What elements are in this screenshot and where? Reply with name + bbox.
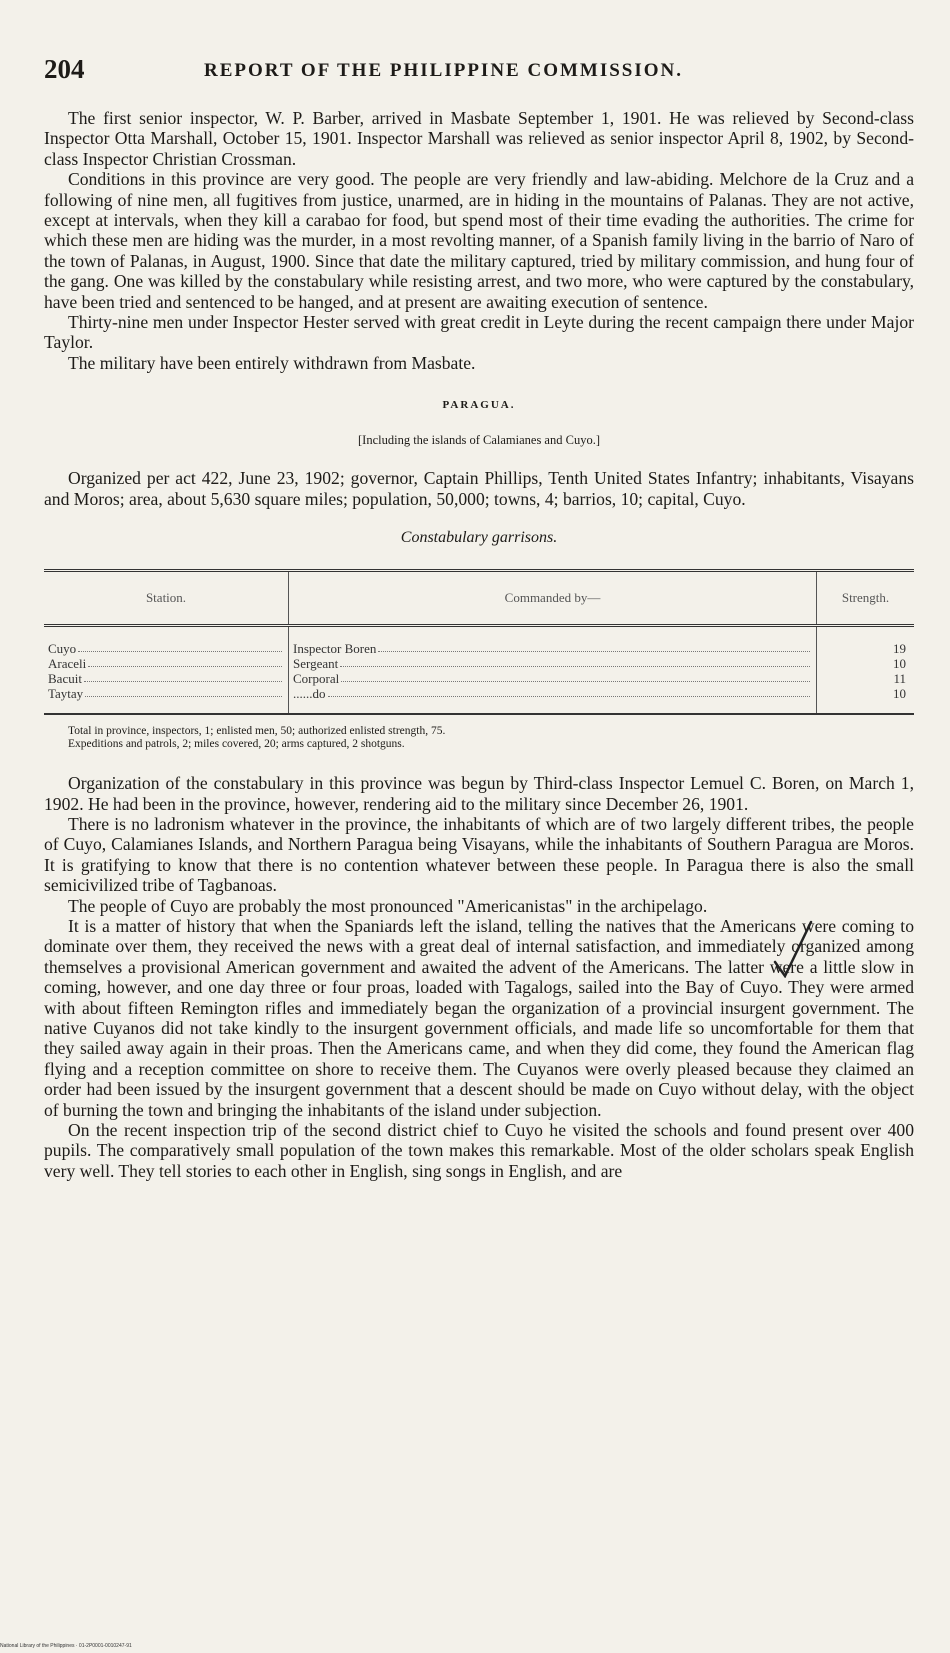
column-header-commanded-by: Commanded by— <box>289 571 817 626</box>
paragraph: Organization of the constabulary in this province was begun by Third-class Inspector Lemuel C. Boren, on March 1, 1902. He had been in the province, however, rendering aid to the military since December 26, 1901. <box>44 773 914 814</box>
table-header-row <box>44 571 914 626</box>
paragraph: There is no ladronism whatever in the province, the inhabitants of which are of two largely different tribes, the people of Cuyo, Calamianes Islands, and Northern Paragua being Visayans, while the inhabitants of Southern Paragua are Moros. It is gratifying to know that there is no contention whatever between these people. In Paragua there is also the small semicivilized tribe of Tagbanoas. <box>44 813 914 896</box>
page-number: 204 <box>44 54 85 84</box>
station-cell: Cuyo <box>48 641 77 657</box>
paragraph: Thirty-nine men under Inspector Hester served with great credit in Leyte during the recent campaign there under Major Taylor. <box>44 312 914 353</box>
page-header <box>44 54 914 94</box>
paragraph: The military have been entirely withdrawn from Masbate. <box>68 352 476 373</box>
column-header-strength: Strength. <box>817 571 915 626</box>
strength-cell: 11 <box>893 671 906 687</box>
strength-cell: 10 <box>817 686 915 714</box>
paragraph: Conditions in this province are very good. The people are very friendly and law-abiding. Melchore de la Cruz and a following of nine men, all fugitives from justice, unarmed, are in hiding in the mountains of Palanas. They are not active, except at intervals, when they kill a carabao for food, but spend most of their time evading the authorities. The crime for which these men are hiding was the murder, in a most revolting manner, of a Spanish family living in the barrio of Naro of the town of Palanas, in August, 1900. Since that date the military captured, tried by military commission, and hung four of the gang. One was killed by the constabulary while resisting arrest, and two more, who were captured by the constabulary, have been tried and sentenced to be hanged, and at present are awaiting execution of sentence. <box>44 169 914 312</box>
handwritten-checkmark-icon <box>773 920 813 978</box>
table-row <box>44 626 914 657</box>
paragraph: The people of Cuyo are probably the most pronounced "Americanistas" in the archipelago. <box>68 895 708 916</box>
garrisons-table <box>44 569 914 715</box>
table-notes <box>44 725 914 751</box>
running-title: REPORT OF THE PHILIPPINE COMMISSION. <box>204 60 684 81</box>
section-subtitle: [Including the islands of Calamianes and Cuyo.] <box>358 433 600 448</box>
section-title: PARAGUA. <box>442 399 516 412</box>
digitization-imprint: National Library of the Philippines · 01-2P0001-0010247-91 <box>0 1643 132 1649</box>
paragraph: It is a matter of history that when the Spaniards left the island, telling the natives that the Americans were coming to dominate over them, they received the news with a great deal of internal satisfaction, and immediately organized among themselves a provisional American government and awaited the advent of the Americans. The latter were a little slow in coming, however, and one day three or four proas, loaded with Tagalogs, sailed into the Bay of Cuyo. They were armed with about fifteen Remington rifles and immediately began the organization of a provincial insurgent government. The native Cuyanos did not take kindly to the insurgent government officials, and made life so uncomfortable for them that they sailed away again in their proas. Then the Americans came, and when they did come, they found the American flag flying and a reception committee on shore to receive them. The Cuyanos were overly pleased because they claimed an order had been issued by the insurgent government that a descent should be made on Cuyo without delay, with the object of burning the town and bringing the inhabitants of the island under subjection. <box>44 915 914 1120</box>
paragraph: The first senior inspector, W. P. Barber, arrived in Masbate September 1, 1901. He was relieved by Second-class Inspector Otta Marshall, October 15, 1901. Inspector Marshall was relieved as senior inspector April 8, 1902, by Second-class Inspector Christian Crossman. <box>44 108 914 169</box>
paragraph: On the recent inspection trip of the second district chief to Cuyo he visited the schools and found present over 400 pupils. The comparatively small population of the town makes this remarkable. Most of the older scholars speak English very well. They tell stories to each other in English, sing songs in English, and are <box>44 1120 914 1181</box>
commander-cell: Inspector Boren <box>293 641 377 657</box>
column-header-station: Station. <box>44 571 289 626</box>
commander-cell: Corporal <box>293 671 340 687</box>
organization-paragraph: Organized per act 422, June 23, 1902; governor, Captain Phillips, Tenth United States Infantry; inhabitants, Visayans and Moros; area, about 5,630 square miles; population, 50,000; towns, 4; barrios, 10; capital, Cuyo. <box>44 468 914 509</box>
table-row <box>44 671 914 686</box>
table-row <box>44 686 914 714</box>
table-note: Expeditions and patrols, 2; miles covered, 20; arms captured, 2 shotguns. <box>68 738 405 751</box>
table-caption: Constabulary garrisons. <box>400 529 558 547</box>
commander-cell: Sergeant <box>293 656 339 672</box>
table-row <box>44 656 914 671</box>
station-cell: Araceli <box>48 656 87 672</box>
strength-cell: 10 <box>893 656 906 672</box>
station-cell: Bacuit <box>48 671 82 687</box>
table-note: Total in province, inspectors, 1; enlisted men, 50; authorized enlisted strength, 75. <box>68 725 446 738</box>
page-body <box>44 108 914 1181</box>
strength-cell: 19 <box>893 641 906 657</box>
station-cell: Taytay <box>48 686 84 702</box>
commander-cell: ......do <box>293 686 326 702</box>
